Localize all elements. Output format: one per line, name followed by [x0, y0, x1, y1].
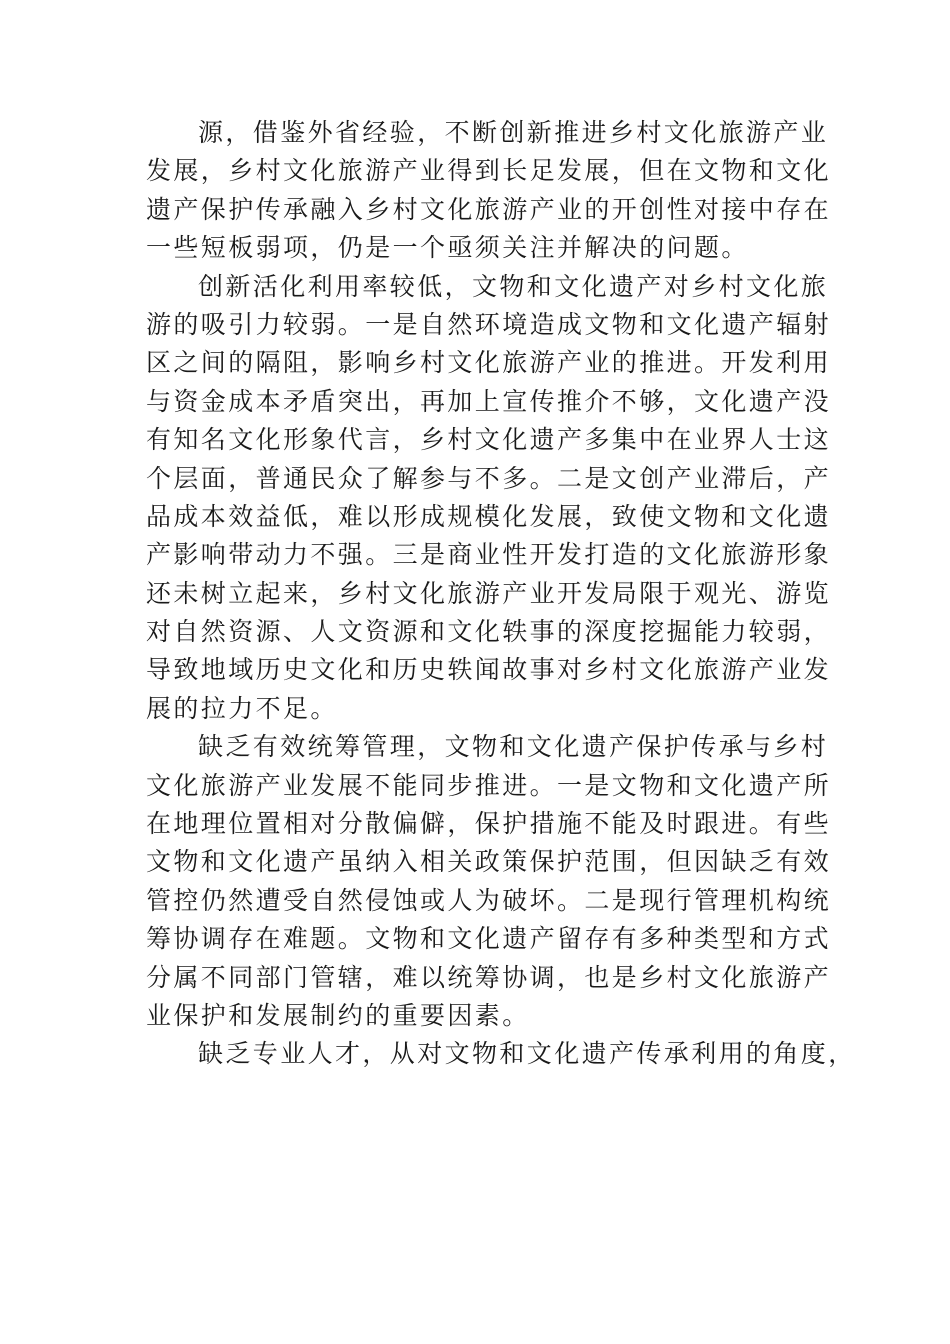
text-line: 业保护和发展制约的重要因素。: [146, 1000, 530, 1030]
text-line: 筹协调存在难题。文物和文化遗产留存有多种类型和方式: [146, 924, 832, 954]
text-line: 管控仍然遭受自然侵蚀或人为破坏。二是现行管理机构统: [146, 885, 832, 915]
text-line: 个层面，普通民众了解参与不多。二是文创产业滞后，产: [146, 463, 832, 493]
paragraph: [146, 114, 832, 268]
paragraph: [146, 728, 832, 1035]
text-line: 发展，乡村文化旅游产业得到长足发展，但在文物和文化: [146, 156, 832, 186]
text-line: 还未树立起来，乡村文化旅游产业开发局限于观光、游览: [146, 578, 832, 608]
text-line: 对自然资源、人文资源和文化轶事的深度挖掘能力较弱，: [146, 617, 832, 647]
paragraph: [146, 1035, 856, 1073]
text-line: 产影响带动力不强。三是商业性开发打造的文化旅游形象: [146, 540, 832, 570]
text-line: 有知名文化形象代言，乡村文化遗产多集中在业界人士这: [146, 425, 832, 455]
text-line: 缺乏有效统筹管理，文物和文化遗产保护传承与乡村: [198, 732, 829, 762]
text-line: 文化旅游产业发展不能同步推进。一是文物和文化遗产所: [146, 770, 832, 800]
text-line: 与资金成本矛盾突出，再加上宣传推介不够，文化遗产没: [146, 386, 832, 416]
text-line: 创新活化利用率较低，文物和文化遗产对乡村文化旅: [198, 271, 829, 301]
text-line: 在地理位置相对分散偏僻，保护措施不能及时跟进。有些: [146, 809, 832, 839]
text-line: 展的拉力不足。: [146, 693, 338, 723]
text-line: 遗产保护传承融入乡村文化旅游产业的开创性对接中存在: [146, 194, 832, 224]
text-line: 分属不同部门管辖，难以统筹协调，也是乡村文化旅游产: [146, 962, 832, 992]
text-line: 一些短板弱项，仍是一个亟须关注并解决的问题。: [146, 233, 749, 263]
text-line: 品成本效益低，难以形成规模化发展，致使文物和文化遗: [146, 501, 832, 531]
document-body: [146, 114, 856, 1074]
paragraph: [146, 268, 832, 729]
text-line: 导致地域历史文化和历史轶闻故事对乡村文化旅游产业发: [146, 655, 832, 685]
text-line: 区之间的隔阻，影响乡村文化旅游产业的推进。开发利用: [146, 348, 832, 378]
text-line: 缺乏专业人才，从对文物和文化遗产传承利用的角度，: [198, 1039, 856, 1069]
text-line: 文物和文化遗产虽纳入相关政策保护范围，但因缺乏有效: [146, 847, 832, 877]
text-line: 源，借鉴外省经验，不断创新推进乡村文化旅游产业: [198, 118, 829, 147]
text-line: 游的吸引力较弱。一是自然环境造成文物和文化遗产辐射: [146, 309, 832, 339]
